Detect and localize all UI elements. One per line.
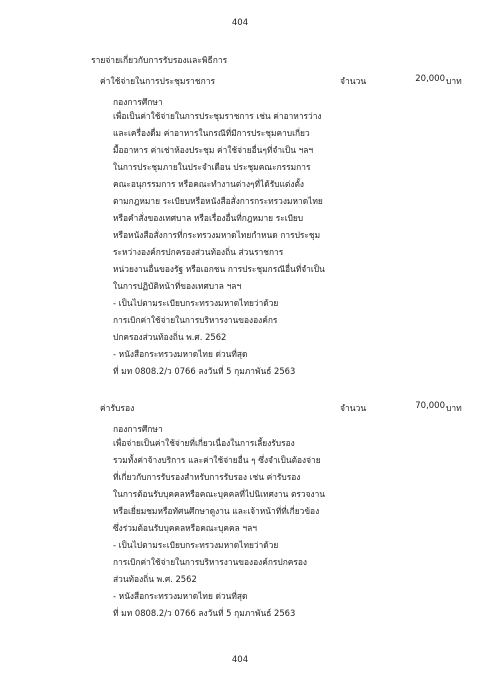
- item-title: ค่ารับรอง: [100, 404, 135, 414]
- description-line: และเครื่องดื่ม ค่าอาหารในกรณีที่มีการประชุมคาบเกี่ยว: [113, 128, 310, 138]
- description-line: ในการต้อนรับบุคคลหรือคณะบุคคลที่ไปนิเทศงาน ตรวจงาน: [113, 489, 326, 499]
- description-line: - เป็นไปตามระเบียบกระทรวงมหาดไทยว่าด้วย: [113, 540, 279, 550]
- description-line: เพื่อจ่ายเป็นค่าใช้จ่ายที่เกี่ยวเนื่องในการเลี้ยงรับรอง: [113, 438, 295, 448]
- description-line: ตามกฎหมาย ระเบียบหรือหนังสือสั่งการกระทรวงมหาดไทย: [113, 196, 323, 206]
- section-title: รายจ่ายเกี่ยวกับการรับรองและพิธีการ: [91, 56, 228, 66]
- description-line: ที่เกี่ยวกับการรับรองสำหรับการรับรอง เช่น ค่ารับรอง: [113, 472, 301, 482]
- description-line: ที่ มท 0808.2/ว 0766 ลงวันที่ 5 กุมภาพันธ์ 2563: [113, 366, 296, 376]
- item-amount: 20,000: [415, 74, 445, 84]
- item-department: กองการศึกษา: [113, 98, 163, 108]
- description-line: ระหว่างองค์กรปกครองส่วนท้องถิ่น ส่วนราชการ: [113, 247, 284, 257]
- item-quantity-label: จำนวน: [340, 77, 367, 87]
- description-line: รวมทั้งค่าจ้างบริการ และค่าใช้จ่ายอื่น ๆ ซึ่งจำเป็นต้องจ่าย: [113, 455, 321, 465]
- description-line: คณะอนุกรรมการ หรือคณะทำงานต่างๆที่ได้รับแต่งตั้ง: [113, 179, 304, 189]
- item-department: กองการศึกษา: [113, 425, 163, 435]
- description-line: ส่วนท้องถิ่น พ.ศ. 2562: [113, 574, 197, 584]
- description-line: มื้ออาหาร ค่าเช่าห้องประชุม ค่าใช้จ่ายอื่นๆที่จำเป็น ฯลฯ: [113, 145, 314, 155]
- description-line: - หนังสือกระทรวงมหาดไทย ด่วนที่สุด: [113, 591, 248, 601]
- description-line: - หนังสือกระทรวงมหาดไทย ด่วนที่สุด: [113, 349, 248, 359]
- page-number-bottom: 404: [231, 655, 249, 665]
- description-line: การเบิกค่าใช้จ่ายในการบริหารงานขององค์กร: [113, 315, 278, 325]
- item-title: ค่าใช้จ่ายในการประชุมราชการ: [100, 77, 216, 87]
- item-unit: บาท: [446, 77, 462, 87]
- description-line: ซึ่งร่วมต้อนรับบุคคลหรือคณะบุคคล ฯลฯ: [113, 523, 257, 533]
- page-number-top: 404: [231, 18, 249, 28]
- description-line: เพื่อเป็นค่าใช้จ่ายในการประชุมราชการ เช่น ค่าอาหารว่าง: [113, 111, 322, 121]
- description-line: ที่ มท 0808.2/ว 0766 ลงวันที่ 5 กุมภาพันธ์ 2563: [113, 608, 296, 618]
- description-line: - เป็นไปตามระเบียบกระทรวงมหาดไทยว่าด้วย: [113, 298, 279, 308]
- description-line: การเบิกค่าใช้จ่ายในการบริหารงานขององค์กรปกครอง: [113, 557, 307, 567]
- item-quantity-label: จำนวน: [340, 404, 367, 414]
- item-description: [113, 435, 353, 622]
- description-line: หรือหนังสือสั่งการที่กระทรวงมหาดไทยกำหนด การประชุม: [113, 230, 321, 240]
- description-line: หรือเยี่ยมชมหรือทัศนศึกษาดูงาน และเจ้าหน้าที่ที่เกี่ยวข้อง: [113, 506, 320, 516]
- item-description: [113, 108, 353, 380]
- description-line: หรือคำสั่งของเทศบาล หรือเรื่องอื่นที่กฎหมาย ระเบียบ: [113, 213, 304, 223]
- description-line: ในการประชุมภายในประจำเดือน ประชุมคณะกรรมการ: [113, 162, 311, 172]
- description-line: ในการปฏิบัติหน้าที่ของเทศบาล ฯลฯ: [113, 281, 242, 291]
- item-amount: 70,000: [415, 401, 445, 411]
- item-unit: บาท: [446, 404, 462, 414]
- description-line: ปกครองส่วนท้องถิ่น พ.ศ. 2562: [113, 332, 227, 342]
- description-line: หน่วยงานอื่นของรัฐ หรือเอกชน การประชุมกรณีอื่นที่จำเป็น: [113, 264, 325, 274]
